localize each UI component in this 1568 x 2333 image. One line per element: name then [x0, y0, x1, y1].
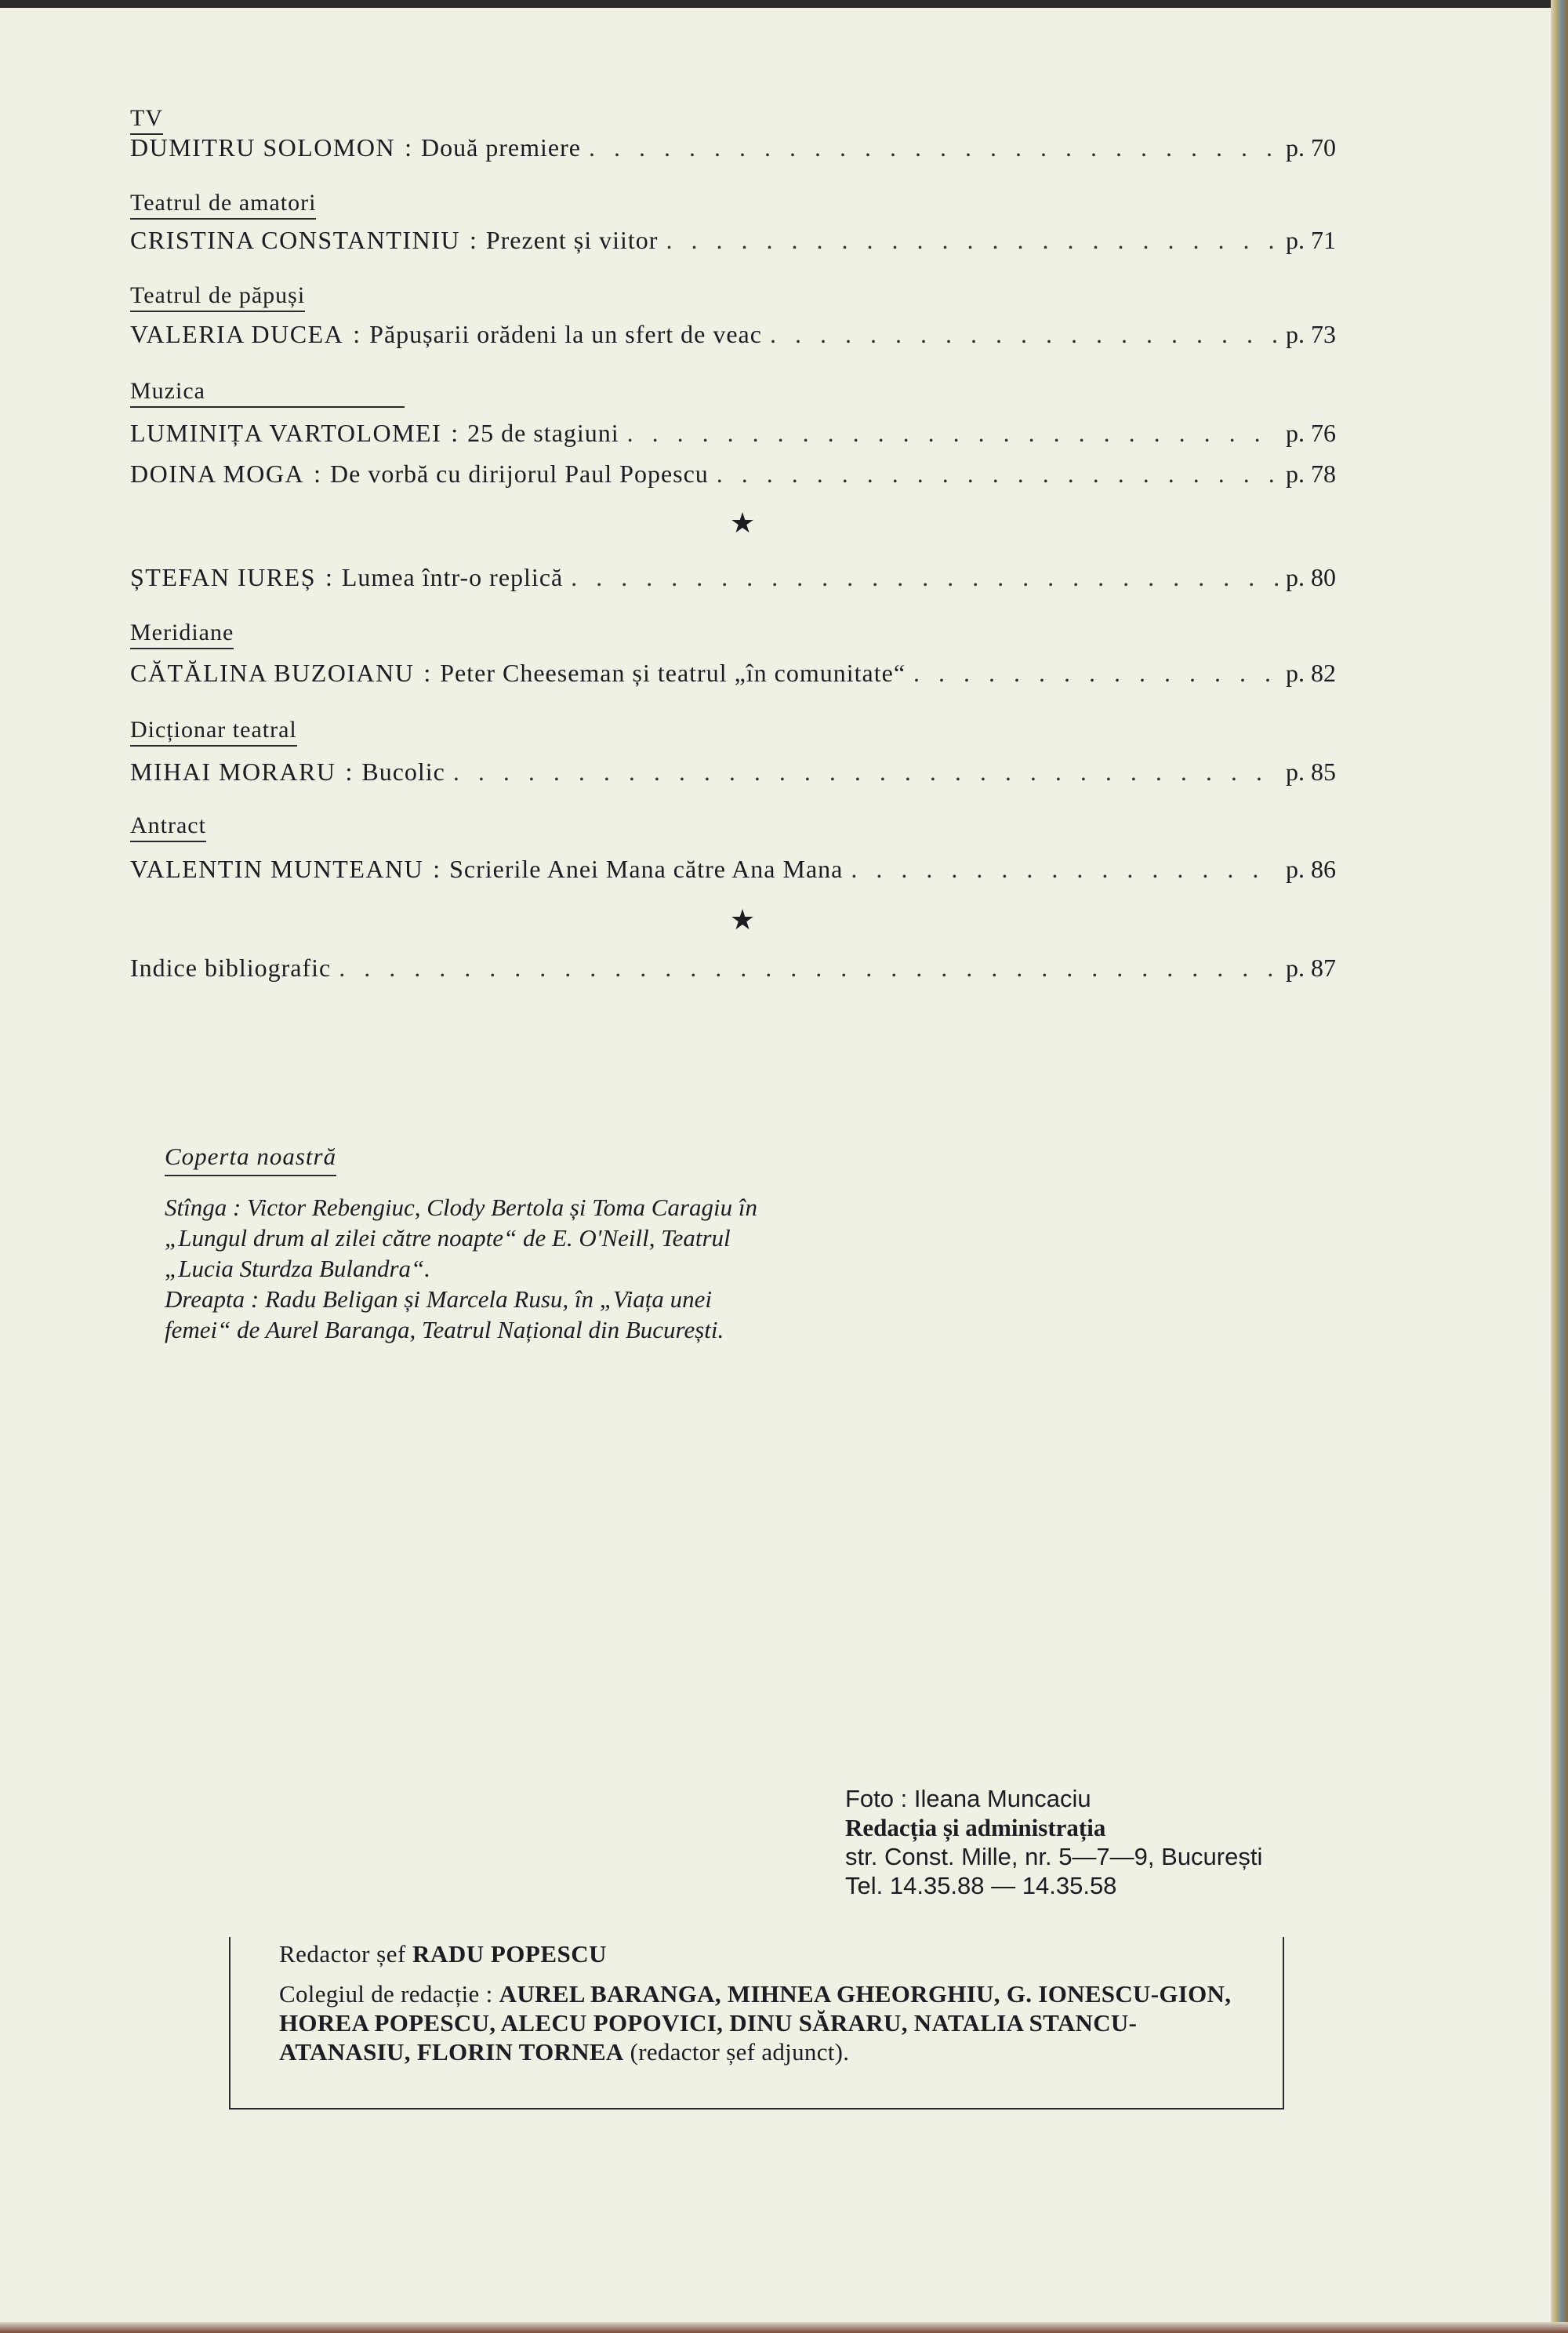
section-label-music: Muzica [130, 378, 405, 408]
chief-editor-name: RADU POPESCU [412, 1940, 608, 1968]
entry-separator: : [451, 419, 459, 447]
entry-title: Bucolic [361, 758, 445, 786]
star-divider: ★ [729, 904, 756, 936]
entry-title: Prezent și viitor [485, 226, 659, 254]
entry-title: Peter Cheeseman și teatrul „în comunitate“ [440, 659, 906, 687]
dot-leader [571, 563, 1278, 592]
toc-entry[interactable] [130, 855, 1355, 884]
masthead-box [229, 1937, 1284, 2110]
cover-left-caption: Stînga : Victor Rebengiuc, Clody Bertola și Toma Caragiu în „Lungul drum al zilei către noapte“ de E. O'Neill, Teatrul „Lucia Sturdza Bulandra“. [165, 1194, 758, 1282]
entry-page: p. 70 [1286, 133, 1336, 162]
page-bottom-edge [0, 2322, 1568, 2333]
entry-author: LUMINIȚA VARTOLOMEI [130, 419, 442, 447]
entry-author: VALERIA DUCEA [130, 320, 344, 348]
photo-credit: Foto : Ileana Muncaciu [845, 1785, 1091, 1812]
editorial-board [279, 1979, 1251, 2066]
dot-leader [627, 419, 1278, 448]
toc-entry[interactable] [130, 758, 1355, 787]
toc-entry[interactable] [130, 226, 1355, 255]
section-label-theatre-dictionary: Dicționar teatral [130, 717, 297, 747]
editorial-board-label: Colegiul de redacție : [279, 1980, 493, 2008]
dot-leader [913, 659, 1278, 688]
toc-entry[interactable] [130, 659, 1355, 688]
entry-page: p. 86 [1286, 855, 1336, 883]
section-label-amateur-theatre: Teatrul de amatori [130, 190, 316, 220]
office-label: Redacția și administrația [845, 1814, 1106, 1841]
entry-title: De vorbă cu dirijorul Paul Popescu [330, 460, 709, 488]
star-divider: ★ [729, 507, 756, 539]
toc-entry[interactable] [130, 954, 1355, 983]
entry-author: MIHAI MORARU [130, 758, 336, 786]
entry-author: DOINA MOGA [130, 460, 305, 488]
page-right-edge [1551, 0, 1568, 2333]
editorial-board-names: AUREL BARANGA, MIHNEA GHEORGHIU, G. IONESCU-GION, HOREA POPESCU, ALECU POPOVICI, DINU SĂRARU, NATALIA STANCU-ATANASIU, FLORIN TORNEA [279, 1980, 1232, 2066]
office-address: str. Const. Mille, nr. 5—7—9, București [845, 1843, 1263, 1870]
toc-entry[interactable] [130, 460, 1355, 489]
page-top-edge [0, 0, 1568, 8]
entry-page: p. 82 [1286, 659, 1336, 687]
entry-author: ȘTEFAN IUREȘ [130, 563, 316, 591]
dot-leader [453, 758, 1278, 787]
entry-page: p. 87 [1286, 954, 1336, 982]
dot-leader [717, 460, 1278, 489]
cover-right-caption: Dreapta : Radu Beligan și Marcela Rusu, în „Viața unei femei“ de Aurel Baranga, Teatrul Național din București. [165, 1285, 724, 1343]
entry-title: Scrierile Anei Mana către Ana Mana [449, 855, 844, 883]
entry-page: p. 71 [1286, 226, 1336, 254]
dot-leader [770, 320, 1278, 349]
dot-leader [851, 855, 1278, 884]
entry-author: CĂTĂLINA BUZOIANU [130, 659, 415, 687]
entry-title: Două premiere [420, 133, 581, 162]
toc-entry[interactable] [130, 419, 1355, 448]
dot-leader [666, 226, 1278, 255]
section-label-puppet-theatre: Teatrul de păpuși [130, 282, 305, 312]
entry-title: Păpușarii orădeni la un sfert de veac [369, 320, 762, 348]
entry-separator: : [405, 133, 412, 162]
entry-author: CRISTINA CONSTANTINIU [130, 226, 460, 254]
toc-entry[interactable] [130, 563, 1355, 592]
section-label-meridians: Meridiane [130, 620, 234, 649]
office-phone: Tel. 14.35.88 — 14.35.58 [845, 1872, 1117, 1899]
entry-page: p. 76 [1286, 419, 1336, 447]
credits-block [845, 1784, 1394, 1900]
entry-separator: : [325, 563, 332, 591]
entry-page: p. 78 [1286, 460, 1336, 488]
cover-caption [165, 1141, 760, 1345]
entry-title: 25 de stagiuni [467, 419, 619, 447]
entry-separator: : [433, 855, 441, 883]
section-label-intermission: Antract [130, 812, 206, 842]
section-label-tv: TV [130, 105, 163, 135]
cover-heading: Coperta noastră [165, 1141, 336, 1176]
dot-leader [339, 954, 1278, 983]
dot-leader [589, 133, 1278, 162]
entry-page: p. 73 [1286, 320, 1336, 348]
entry-author: VALENTIN MUNTEANU [130, 855, 424, 883]
entry-page: p. 80 [1286, 563, 1336, 591]
entry-title: Lumea într-o replică [341, 563, 564, 591]
chief-editor-label: Redactor șef [279, 1940, 406, 1968]
entry-title: Indice bibliografic [130, 954, 332, 982]
entry-separator: : [469, 226, 477, 254]
entry-separator: : [314, 460, 321, 488]
toc-entry[interactable] [130, 133, 1355, 162]
entry-author: DUMITRU SOLOMON [130, 133, 396, 162]
editorial-board-note: (redactor șef adjunct). [630, 2038, 850, 2066]
toc-entry[interactable] [130, 320, 1355, 349]
entry-page: p. 85 [1286, 758, 1336, 786]
entry-separator: : [353, 320, 361, 348]
entry-separator: : [345, 758, 353, 786]
entry-separator: : [423, 659, 431, 687]
chief-editor [279, 1940, 607, 1968]
